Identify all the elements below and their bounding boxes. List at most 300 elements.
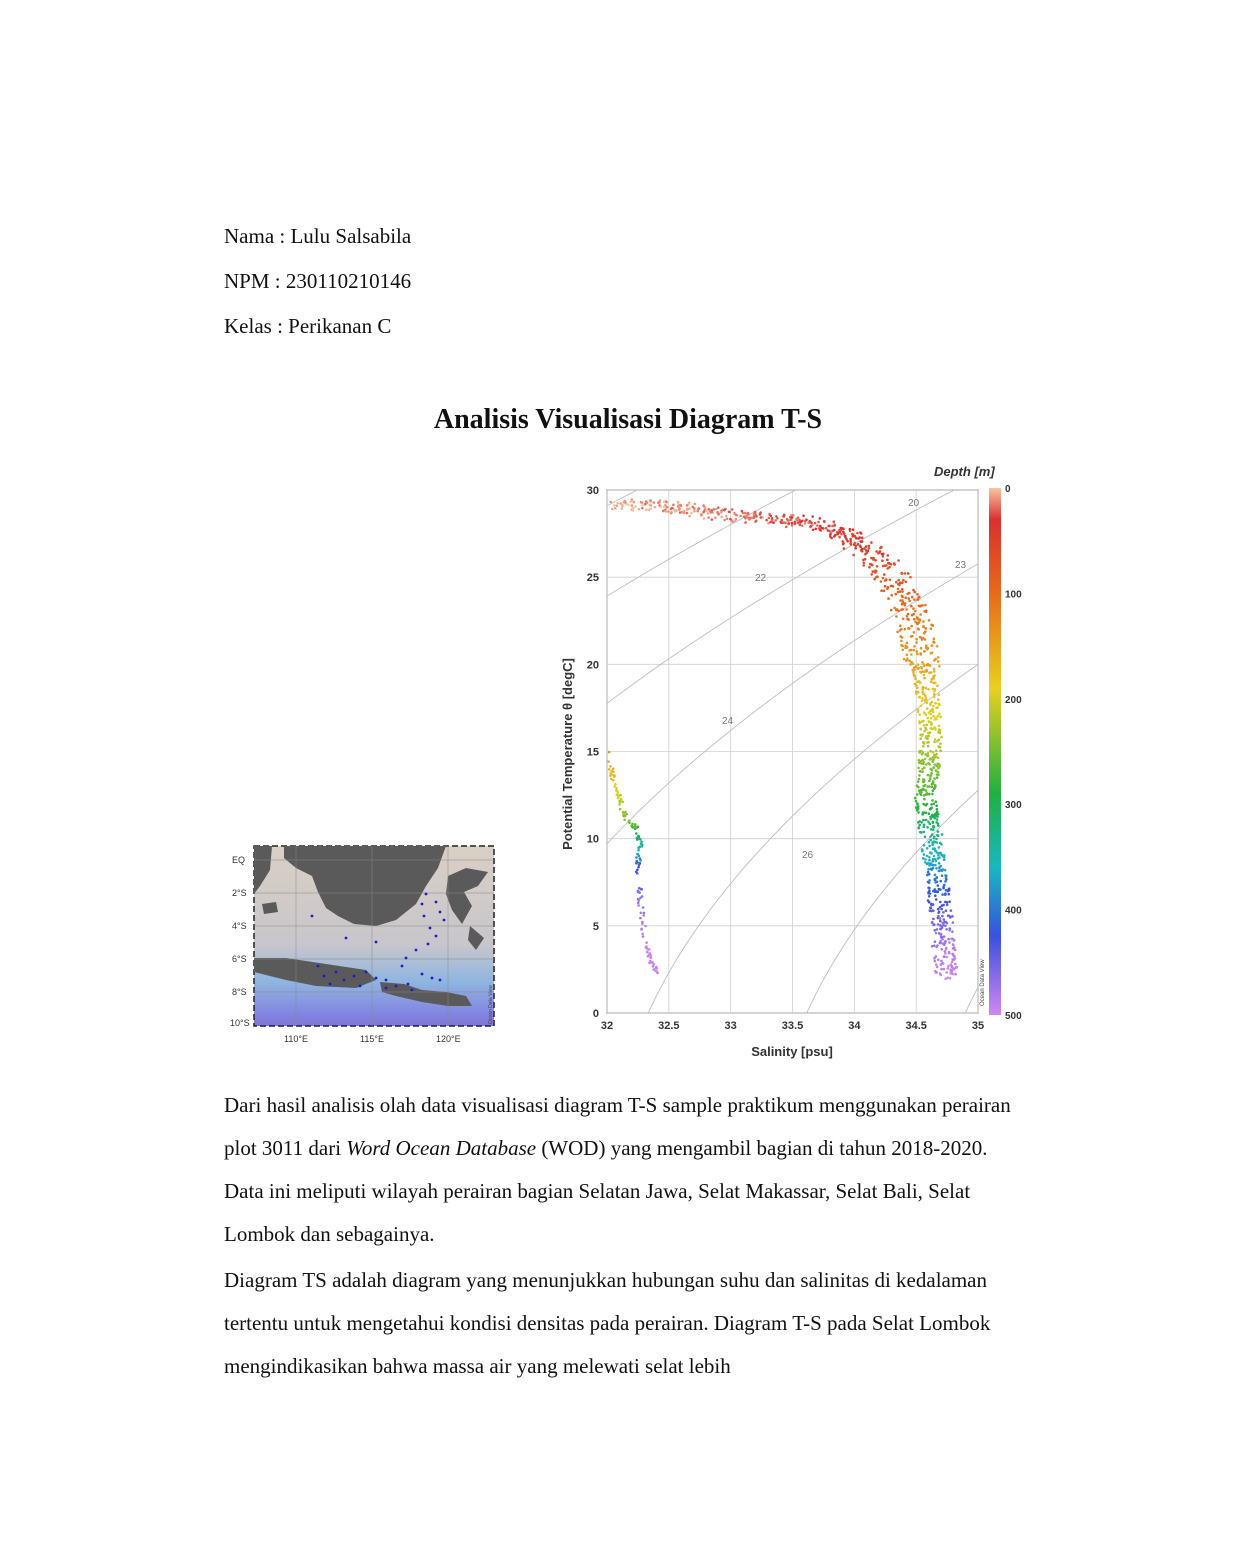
data-point	[936, 776, 939, 779]
data-point	[776, 517, 779, 520]
data-point	[913, 631, 916, 634]
data-point	[614, 783, 617, 786]
data-point	[868, 566, 871, 569]
data-point	[639, 917, 642, 920]
data-point	[652, 965, 655, 968]
data-point	[944, 940, 947, 943]
data-point	[945, 971, 948, 974]
data-point	[934, 957, 937, 960]
data-point	[810, 525, 813, 528]
data-point	[950, 909, 953, 912]
data-point	[811, 515, 814, 518]
data-point	[819, 529, 822, 532]
data-point	[923, 724, 926, 727]
x-tick-label: 34.5	[905, 1020, 927, 1032]
data-point	[861, 537, 864, 540]
data-point	[926, 826, 929, 829]
data-point	[653, 501, 656, 504]
data-point	[926, 741, 929, 744]
data-point	[950, 963, 953, 966]
data-point	[947, 914, 950, 917]
data-point	[686, 512, 689, 515]
data-point	[804, 522, 807, 525]
data-point	[638, 835, 641, 838]
data-point	[916, 616, 919, 619]
data-point	[917, 596, 920, 599]
data-point	[919, 728, 922, 731]
data-point	[652, 961, 655, 964]
data-point	[906, 642, 909, 645]
data-point	[933, 637, 936, 640]
isopycnal-line	[1124, 481, 1256, 1013]
data-point	[910, 605, 913, 608]
data-point	[951, 930, 954, 933]
data-point	[918, 774, 921, 777]
data-point	[628, 820, 631, 823]
data-point	[872, 570, 875, 573]
data-point	[934, 881, 937, 884]
data-point	[924, 695, 927, 698]
data-point	[904, 572, 907, 575]
data-point	[905, 659, 908, 662]
data-point	[902, 618, 905, 621]
data-point	[885, 564, 888, 567]
data-point	[930, 868, 933, 871]
data-point	[614, 507, 617, 510]
data-point	[937, 731, 940, 734]
data-point	[693, 510, 696, 513]
data-point	[861, 548, 864, 551]
data-point	[713, 508, 716, 511]
data-point	[931, 921, 934, 924]
data-point	[686, 508, 689, 511]
data-point	[914, 675, 917, 678]
data-point	[937, 830, 940, 833]
colorbar-tick-label: 200	[1005, 694, 1022, 706]
paragraph-ts-definition: Diagram TS adalah diagram yang menunjukkan hubungan suhu dan salinitas di kedalaman tertentu untuk mengetahui kondisi densitas pada perairan. Diagram T-S pada Selat Lombok mengindikasikan bahwa massa air yang melewati selat lebih	[224, 1268, 991, 1378]
data-point	[920, 831, 923, 834]
y-tick-label: 5	[592, 920, 599, 933]
data-point	[899, 625, 902, 628]
data-point	[897, 610, 900, 613]
data-point	[615, 787, 618, 790]
data-point	[926, 855, 929, 858]
data-point	[637, 849, 640, 852]
data-point	[942, 904, 945, 907]
data-point	[638, 899, 641, 902]
data-point	[679, 511, 682, 514]
data-point	[700, 513, 703, 516]
data-point	[939, 888, 942, 891]
data-point	[933, 670, 936, 673]
data-point	[906, 654, 909, 657]
data-point	[726, 518, 729, 521]
data-point	[744, 512, 747, 515]
data-point	[936, 763, 939, 766]
data-point	[938, 866, 941, 869]
data-point	[956, 966, 959, 969]
lat-label: 2°S	[232, 888, 247, 898]
data-point	[931, 799, 934, 802]
data-point	[930, 907, 933, 910]
data-point	[899, 635, 902, 638]
data-point	[945, 948, 948, 951]
data-point	[943, 884, 946, 887]
data-point	[914, 610, 917, 613]
data-point	[823, 521, 826, 524]
data-point	[622, 811, 625, 814]
data-point	[923, 826, 926, 829]
y-tick-label: 30	[586, 485, 599, 497]
data-point	[637, 853, 640, 856]
data-point	[874, 569, 877, 572]
data-point	[931, 860, 934, 863]
data-point	[930, 671, 933, 674]
data-point	[923, 632, 926, 635]
data-point	[895, 593, 898, 596]
data-point	[917, 680, 920, 683]
data-point	[870, 541, 873, 544]
data-point	[944, 874, 947, 877]
data-point	[882, 555, 885, 558]
data-point	[926, 664, 929, 667]
data-point	[917, 811, 920, 814]
data-point	[928, 841, 931, 844]
data-point	[925, 793, 928, 796]
data-point	[901, 645, 904, 648]
data-point	[948, 951, 951, 954]
data-point	[941, 874, 944, 877]
data-point	[637, 866, 640, 869]
data-point	[641, 507, 644, 510]
data-point	[791, 524, 794, 527]
data-point	[931, 863, 934, 866]
data-point	[900, 640, 903, 643]
data-point	[711, 511, 714, 514]
data-point	[912, 607, 915, 610]
data-point	[943, 968, 946, 971]
data-point	[637, 890, 640, 893]
data-point	[856, 532, 859, 535]
data-point	[939, 746, 942, 749]
y-tick-label: 10	[586, 833, 599, 846]
data-point	[786, 518, 789, 521]
data-point	[880, 589, 883, 592]
data-point	[679, 504, 682, 507]
data-point	[938, 856, 941, 859]
data-point	[920, 794, 923, 797]
data-point	[932, 825, 935, 828]
data-point	[944, 880, 947, 883]
data-point	[936, 645, 939, 648]
x-axis-label: Salinity [psu]	[751, 1044, 833, 1059]
data-point	[928, 721, 931, 724]
data-point	[913, 666, 916, 669]
data-point	[934, 960, 937, 963]
isopycnal-label: 23	[955, 560, 967, 571]
data-point	[931, 833, 934, 836]
data-point	[674, 510, 677, 513]
data-point	[902, 579, 905, 582]
data-point	[915, 641, 918, 644]
data-point	[940, 948, 943, 951]
data-point	[920, 705, 923, 708]
data-point	[935, 898, 938, 901]
data-point	[937, 660, 940, 663]
data-point	[658, 501, 661, 504]
data-point	[930, 678, 933, 681]
station-map	[226, 846, 498, 1046]
data-point	[923, 779, 926, 782]
data-point	[883, 573, 886, 576]
data-point	[937, 823, 940, 826]
data-point	[787, 522, 790, 525]
data-point	[947, 967, 950, 970]
data-point	[946, 977, 949, 980]
data-point	[868, 545, 871, 548]
data-point	[923, 711, 926, 714]
student-class: Kelas : Perikanan C	[224, 314, 392, 338]
data-point	[929, 731, 932, 734]
data-point	[731, 508, 734, 511]
data-point	[918, 762, 921, 765]
data-point	[952, 944, 955, 947]
data-point	[925, 724, 928, 727]
data-point	[868, 547, 871, 550]
lat-label: 8°S	[232, 987, 247, 997]
data-point	[639, 859, 642, 862]
isopycnal-label: 22	[755, 573, 767, 584]
data-point	[876, 575, 879, 578]
data-point	[731, 520, 734, 523]
data-point	[647, 948, 650, 951]
data-point	[634, 505, 637, 508]
data-point	[910, 649, 913, 652]
data-point	[921, 661, 924, 664]
data-point	[954, 963, 957, 966]
data-point	[932, 923, 935, 926]
data-point	[914, 797, 917, 800]
data-point	[916, 653, 919, 656]
data-point	[940, 974, 943, 977]
data-point	[926, 847, 929, 850]
data-point	[932, 848, 935, 851]
data-point	[944, 925, 947, 928]
data-point	[816, 524, 819, 527]
data-point	[646, 951, 649, 954]
data-point	[849, 528, 852, 531]
data-point	[919, 636, 922, 639]
lat-label: EQ	[232, 855, 246, 865]
data-point	[941, 833, 944, 836]
data-point	[907, 627, 910, 630]
data-point	[616, 505, 619, 508]
data-point	[901, 590, 904, 593]
data-point	[923, 794, 926, 797]
data-point	[911, 614, 914, 617]
data-point	[930, 723, 933, 726]
data-point	[801, 525, 804, 528]
data-point	[711, 518, 714, 521]
colorbar-tick-label: 0	[1005, 484, 1011, 495]
lon-label: 110°E	[284, 1034, 308, 1044]
data-point	[640, 928, 643, 931]
data-point	[933, 787, 936, 790]
colorbar	[989, 488, 1001, 1015]
x-tick-label: 33	[724, 1020, 737, 1032]
data-point	[759, 516, 762, 519]
data-point	[665, 510, 668, 513]
data-point	[936, 740, 939, 743]
data-point	[833, 529, 836, 532]
station-dot	[343, 979, 346, 982]
data-point	[931, 769, 934, 772]
data-point	[937, 923, 940, 926]
data-point	[950, 970, 953, 973]
data-point	[885, 578, 888, 581]
data-point	[936, 944, 939, 947]
data-point	[900, 608, 903, 611]
data-point	[921, 697, 924, 700]
data-point	[670, 511, 673, 514]
data-point	[921, 733, 924, 736]
data-point	[649, 499, 652, 502]
data-point	[707, 512, 710, 515]
data-point	[767, 522, 770, 525]
data-point	[923, 844, 926, 847]
data-point	[842, 528, 845, 531]
data-point	[951, 915, 954, 918]
data-point	[751, 517, 754, 520]
data-point	[945, 928, 948, 931]
data-point	[935, 867, 938, 870]
data-point	[937, 771, 940, 774]
data-point	[645, 508, 648, 511]
data-point	[887, 554, 890, 557]
data-point	[934, 970, 937, 973]
data-point	[923, 798, 926, 801]
data-point	[948, 900, 951, 903]
y-tick-label: 15	[586, 746, 599, 759]
data-point	[720, 511, 723, 514]
data-point	[923, 670, 926, 673]
data-point	[705, 509, 708, 512]
data-point	[939, 917, 942, 920]
data-point	[842, 543, 845, 546]
data-point	[941, 922, 944, 925]
data-point	[892, 585, 895, 588]
data-point	[633, 501, 636, 504]
data-point	[877, 552, 880, 555]
data-point	[929, 808, 932, 811]
data-point	[926, 755, 929, 758]
data-point	[923, 674, 926, 677]
data-point	[934, 894, 937, 897]
data-point	[937, 698, 940, 701]
data-point	[915, 684, 918, 687]
data-point	[937, 890, 940, 893]
data-point	[934, 738, 937, 741]
y-axis-label: Potential Temperature θ [degC]	[560, 658, 575, 850]
data-point	[649, 507, 652, 510]
station-dot	[375, 977, 378, 980]
data-point	[881, 559, 884, 562]
data-point	[911, 596, 914, 599]
data-point	[930, 652, 933, 655]
data-point	[918, 824, 921, 827]
data-point	[608, 751, 611, 754]
data-point	[918, 696, 921, 699]
data-point	[912, 589, 915, 592]
data-point	[904, 596, 907, 599]
data-point	[924, 835, 927, 838]
colorbar-tick-label: 500	[1005, 1011, 1022, 1022]
data-point	[833, 535, 836, 538]
data-point	[923, 831, 926, 834]
data-point	[917, 667, 920, 670]
data-point	[933, 726, 936, 729]
data-point	[921, 759, 924, 762]
data-point	[939, 920, 942, 923]
data-point	[666, 506, 669, 509]
data-point	[940, 941, 943, 944]
lat-label: 4°S	[232, 921, 247, 931]
data-point	[859, 536, 862, 539]
data-point	[854, 535, 857, 538]
data-point	[909, 576, 912, 579]
station-dot	[415, 949, 418, 952]
data-point	[930, 681, 933, 684]
data-point	[952, 921, 955, 924]
data-point	[783, 521, 786, 524]
data-point	[882, 553, 885, 556]
data-point	[833, 523, 836, 526]
data-point	[928, 856, 931, 859]
data-point	[789, 518, 792, 521]
data-point	[649, 952, 652, 955]
data-point	[934, 874, 937, 877]
lat-label: 6°S	[232, 954, 247, 964]
data-point	[934, 864, 937, 867]
data-point	[946, 904, 949, 907]
data-point	[783, 515, 786, 518]
data-point	[933, 741, 936, 744]
data-point	[893, 562, 896, 565]
data-point	[857, 543, 860, 546]
data-point	[831, 525, 834, 528]
data-point	[897, 579, 900, 582]
data-point	[925, 611, 928, 614]
data-point	[654, 969, 657, 972]
station-dot	[431, 977, 434, 980]
station-dot	[317, 965, 320, 968]
data-point	[768, 517, 771, 520]
y-tick-labels	[587, 485, 599, 1020]
data-point	[640, 888, 643, 891]
data-point	[924, 638, 927, 641]
y-tick-label: 20	[586, 659, 599, 672]
data-point	[707, 516, 710, 519]
station-dot	[395, 985, 398, 988]
data-point	[939, 750, 942, 753]
data-point	[932, 715, 935, 718]
data-point	[613, 774, 616, 777]
data-point	[933, 777, 936, 780]
data-point	[932, 711, 935, 714]
x-tick-label: 32.5	[658, 1020, 680, 1032]
data-point	[941, 938, 944, 941]
data-point	[927, 887, 930, 890]
